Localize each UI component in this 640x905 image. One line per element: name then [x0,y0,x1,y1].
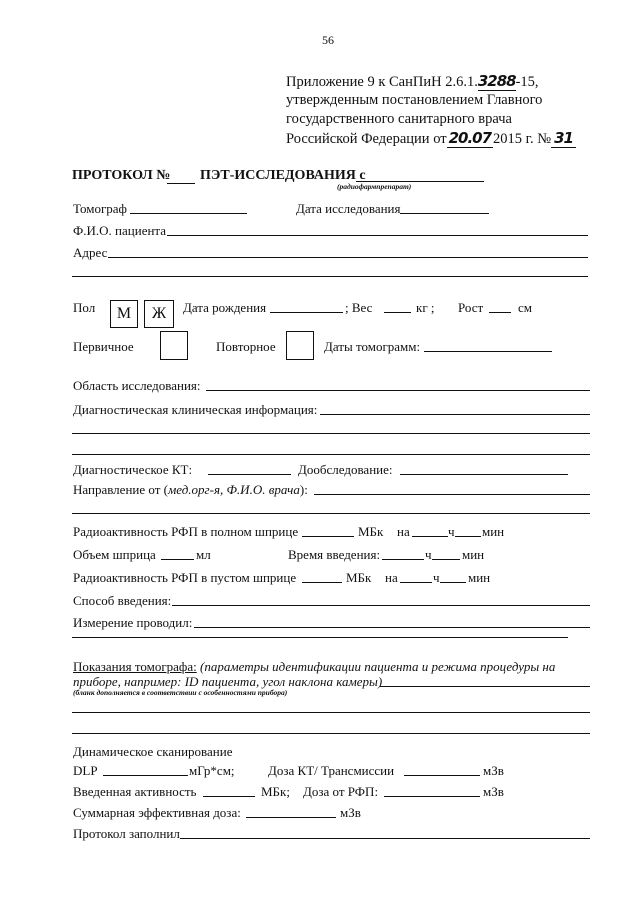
direction-suffix: ): [299,482,308,497]
primary-checkbox[interactable] [160,331,188,360]
direction-italic: мед.орг-я, Ф.И.О. врача [167,482,300,497]
empty-syringe-min-field[interactable] [440,582,466,583]
diag-ct-label: Диагностическое КТ: [73,462,193,477]
appendix-line-4 [286,129,576,149]
indications-hint: (бланк дополняется в соответствии с особенностями прибора) [73,688,288,697]
study-area-label: Область исследования: [73,378,201,393]
total-dose-msv: мЗв [340,805,361,820]
address-field[interactable] [108,257,588,258]
injected-activity-field[interactable] [203,796,255,797]
study-date-field[interactable] [400,213,489,214]
empty-syringe-label: Радиоактивность РФП в пустом шприце [73,570,297,585]
tomograph-field[interactable] [130,213,247,214]
address-label: Адрес [73,245,108,260]
address-field-2[interactable] [72,276,588,277]
dlp-label: DLP [73,763,98,778]
appendix-year: 2015 г. № [493,131,552,147]
rfp-dose-label: Доза от РФП: [303,784,379,799]
injection-time-min: мин [462,547,485,562]
indications-field-3[interactable] [72,733,590,734]
radiopharm-hint: (радиофармпрепарат) [337,182,412,191]
protocol-number-field[interactable] [167,183,195,184]
empty-syringe-hour-field[interactable] [400,582,432,583]
page-number: 56 [322,33,334,47]
ct-dose-label: Доза КТ/ Трансмиссии [268,763,395,778]
direction-label [73,482,308,498]
height-label: Рост [458,300,484,315]
appendix-number-handwritten: 3288 [477,72,516,90]
indications-line-1 [73,659,555,675]
full-syringe-at: на [397,524,410,539]
dlp-field[interactable] [103,775,188,776]
measured-by-field-2[interactable] [72,637,568,638]
additional-field[interactable] [400,474,568,475]
filled-by-field[interactable] [180,838,590,839]
direction-prefix: Направление от ( [73,482,168,497]
pet-title: ПЭТ-ИССЛЕДОВАНИЯ с [200,168,366,183]
ct-dose-msv: мЗв [483,763,504,778]
method-label: Способ введения: [73,593,172,608]
injection-time-h: ч [425,547,432,562]
measured-by-label: Измерение проводил: [73,615,193,630]
clinical-info-label: Диагностическая клиническая информация: [73,402,318,417]
measured-by-field[interactable] [194,627,590,628]
full-syringe-hour-field[interactable] [412,536,448,537]
appendix-line-3: государственного санитарного врача [286,111,512,127]
appendix-line-1-prefix: Приложение 9 к СанПиН 2.6.1. [286,74,478,90]
indications-field-2[interactable] [72,712,590,713]
injected-activity-mbq: МБк; [261,784,290,799]
repeat-label: Повторное [216,339,276,354]
weight-field[interactable] [384,312,411,313]
empty-syringe-h: ч [433,570,440,585]
dynamic-title: Динамическое сканирование [73,744,233,759]
full-syringe-h: ч [448,524,455,539]
empty-syringe-mbq: МБк [346,570,372,585]
rfp-dose-field[interactable] [384,796,480,797]
additional-label: Дообследование: [298,462,393,477]
cm-label: см [518,300,532,315]
sex-male-box[interactable] [110,300,138,328]
empty-syringe-at: на [385,570,398,585]
sex-female-letter: Ж [151,305,167,322]
sex-female-box[interactable] [144,300,174,328]
diag-ct-field[interactable] [208,474,291,475]
empty-syringe-field[interactable] [302,582,342,583]
tomograph-label: Томограф [73,201,127,216]
full-syringe-min-field[interactable] [455,536,481,537]
total-dose-field[interactable] [246,817,336,818]
tomogram-dates-label: Даты томограмм: [324,339,421,354]
primary-label: Первичное [73,339,134,354]
indications-field[interactable] [380,686,590,687]
clinical-info-field-3[interactable] [72,454,590,455]
indications-label: Показания томографа: [73,659,197,674]
patient-name-field[interactable] [167,235,588,236]
study-area-field[interactable] [206,390,590,391]
birth-date-field[interactable] [270,312,343,313]
appendix-num-handwritten: 31 [551,129,576,148]
rfp-dose-msv: мЗв [483,784,504,799]
empty-syringe-min: мин [468,570,491,585]
kg-label: кг ; [416,300,435,315]
repeat-checkbox[interactable] [286,331,314,360]
protocol-label: ПРОТОКОЛ № [72,168,171,183]
full-syringe-label: Радиоактивность РФП в полном шприце [73,524,299,539]
full-syringe-min: мин [482,524,505,539]
height-field[interactable] [489,312,511,313]
injected-activity-label: Введенная активность [73,784,197,799]
patient-name-label: Ф.И.О. пациента [73,223,167,238]
filled-by-label: Протокол заполнил [73,826,180,841]
full-syringe-mbq: МБк [358,524,384,539]
injection-time-label: Время введения: [288,547,381,562]
appendix-line-1-suffix: -15, [515,74,539,90]
total-dose-label: Суммарная эффективная доза: [73,805,241,820]
appendix-line-4-prefix: Российской Федерации от [286,131,447,147]
indications-italic-2: приборе, например: ID пациента, угол наклона камеры) [73,674,383,689]
syringe-volume-field[interactable] [161,559,194,560]
direction-field-2[interactable] [72,513,590,514]
sex-label: Пол [73,300,96,315]
weight-label: ; Вес [345,300,373,315]
tomogram-dates-field[interactable] [424,351,552,352]
study-date-label: Дата исследования [296,201,401,216]
full-syringe-field[interactable] [302,536,354,537]
method-field[interactable] [172,605,590,606]
direction-field[interactable] [314,494,590,495]
syringe-volume-label: Объем шприца [73,547,156,562]
ml-label: мл [196,547,211,562]
clinical-info-field[interactable] [320,414,590,415]
appendix-line-1 [286,72,539,92]
mgy-label: мГр*см; [189,763,235,778]
ct-dose-field[interactable] [404,775,480,776]
birth-date-label: Дата рождения [183,300,267,315]
injection-time-hour-field[interactable] [382,559,424,560]
sex-male-letter: М [116,305,132,322]
clinical-info-field-2[interactable] [72,433,590,434]
appendix-date-handwritten: 20.07 [448,129,492,147]
appendix-line-2: утвержденным постановлением Главного [286,92,543,108]
injection-time-min-field[interactable] [432,559,460,560]
indications-italic-1: (параметры идентификации пациента и режима процедуры на [199,659,556,674]
